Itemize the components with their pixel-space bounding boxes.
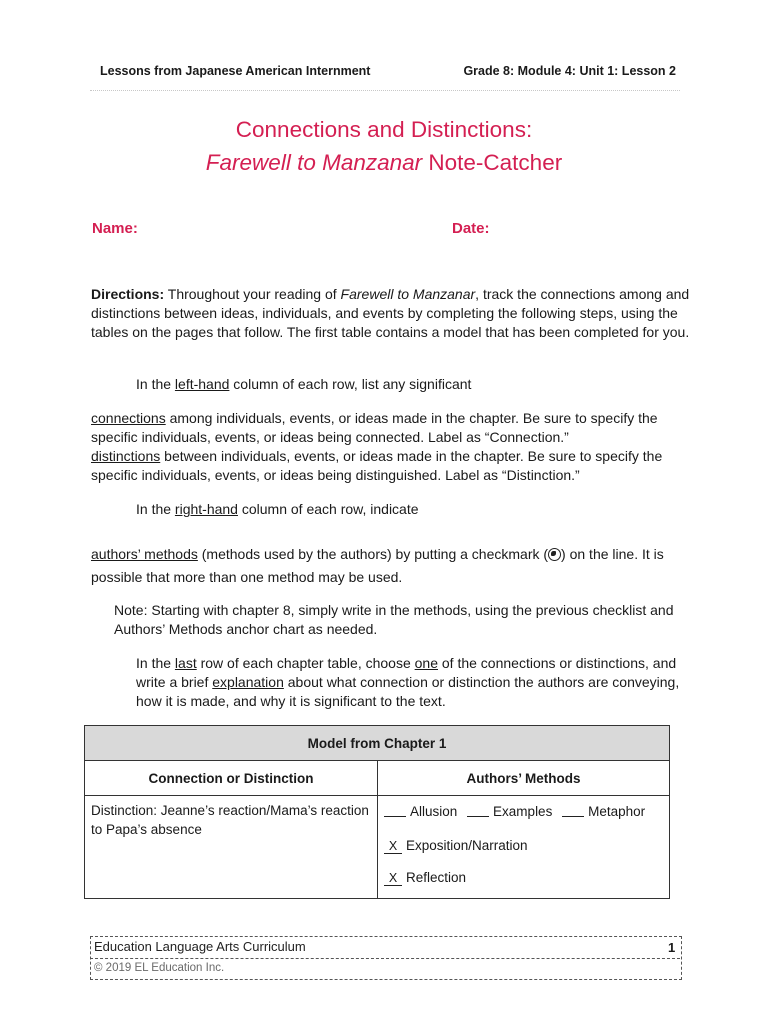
method-examples: Examples	[493, 804, 553, 819]
page-title-line2	[0, 150, 768, 176]
step2-underline: right-hand	[174, 501, 238, 517]
reflection-check[interactable]: X	[384, 872, 402, 886]
name-label: Name:	[92, 220, 138, 237]
step1-underline: left-hand	[174, 376, 230, 392]
page-number: 1	[668, 940, 676, 955]
method-reflection: Reflection	[406, 870, 467, 885]
step2-text-b: column of each row, indicate	[237, 501, 419, 517]
step3-underline-last: last	[174, 655, 197, 671]
date-label: Date:	[452, 220, 490, 237]
allusion-blank[interactable]	[384, 804, 406, 817]
metaphor-blank[interactable]	[562, 804, 584, 817]
authors-text-b: ) on the line. It is possible that more than one method may be used.	[91, 546, 664, 585]
methods-line-3	[384, 868, 663, 887]
table-title: Model from Chapter 1	[85, 726, 670, 761]
distinctions-text: between individuals, events, or ideas made in the chapter. Be sure to specify the specific individuals, events, or ideas being distinguished. Label as “Distinction.”	[91, 448, 663, 484]
model-table	[84, 725, 670, 899]
step1-text-b: column of each row, list any significant	[229, 376, 472, 392]
directions-text-1: Throughout your reading of	[164, 286, 341, 302]
step3-underline-one: one	[414, 655, 438, 671]
distinctions-paragraph	[91, 447, 691, 485]
footer-divider	[90, 958, 680, 959]
method-metaphor: Metaphor	[588, 804, 646, 819]
methods-cell	[378, 796, 670, 899]
methods-line-2	[384, 836, 663, 855]
step3-text-a: In the	[136, 655, 175, 671]
table-row	[85, 796, 670, 899]
connections-paragraph	[91, 409, 691, 447]
directions-book-title: Farewell to Manzanar	[340, 286, 476, 302]
title-suffix: Note-Catcher	[422, 150, 563, 175]
distinctions-term: distinctions	[91, 448, 161, 464]
connections-text: among individuals, events, or ideas made in the chapter. Be sure to specify the specific individuals, events, or ideas being connected. Label as “Connection.”	[91, 410, 658, 446]
step2-text-a: In the	[136, 501, 175, 517]
step-left-hand	[136, 375, 696, 394]
connections-term: connections	[91, 410, 166, 426]
step1-text-a: In the	[136, 376, 175, 392]
authors-methods-term: authors’ methods	[91, 546, 198, 562]
examples-blank[interactable]	[467, 804, 489, 817]
step3-text-b: row of each chapter table, choose	[196, 655, 415, 671]
methods-line-1	[384, 802, 663, 821]
note-paragraph: Note: Starting with chapter 8, simply write in the methods, using the previous checklist and Authors’ Methods anchor chart as needed.	[114, 602, 674, 638]
directions-label: Directions:	[91, 286, 165, 302]
column-header-connection: Connection or Distinction	[85, 761, 378, 796]
header-divider	[90, 90, 680, 91]
header-right: Grade 8: Module 4: Unit 1: Lesson 2	[463, 64, 676, 78]
header-left: Lessons from Japanese American Internment	[100, 64, 371, 78]
exposition-check[interactable]: X	[384, 840, 402, 854]
step3-text-c: of the connections or distinctions, and write a brief	[136, 655, 677, 691]
directions-text-2: , track the connections among and distinctions between ideas, individuals, and events by completing the following steps, using the tables on the pages that follow. The first table contains a model that has been completed for you.	[91, 286, 690, 341]
method-allusion: Allusion	[410, 804, 458, 819]
directions-paragraph	[91, 285, 691, 343]
book-title: Farewell to Manzanar	[205, 150, 423, 175]
checkmark-globe-icon	[548, 548, 561, 561]
authors-methods-paragraph	[91, 543, 691, 589]
authors-text-a: (methods used by the authors) by putting a checkmark (	[197, 546, 549, 562]
method-exposition: Exposition/Narration	[406, 838, 528, 853]
step-last-row	[136, 654, 696, 712]
footer-copyright: © 2019 EL Education Inc.	[94, 962, 225, 974]
connection-cell: Distinction: Jeanne’s reaction/Mama’s reaction to Papa’s absence	[85, 796, 378, 899]
step-right-hand	[136, 500, 696, 519]
step3-text-d: about what connection or distinction the authors are conveying, how it is made, and why it is significant to the text.	[136, 674, 680, 710]
footer-curriculum: Education Language Arts Curriculum	[94, 939, 306, 954]
column-header-methods: Authors’ Methods	[378, 761, 670, 796]
step3-underline-explanation: explanation	[212, 674, 284, 691]
page-title-line1: Connections and Distinctions:	[235, 117, 533, 142]
